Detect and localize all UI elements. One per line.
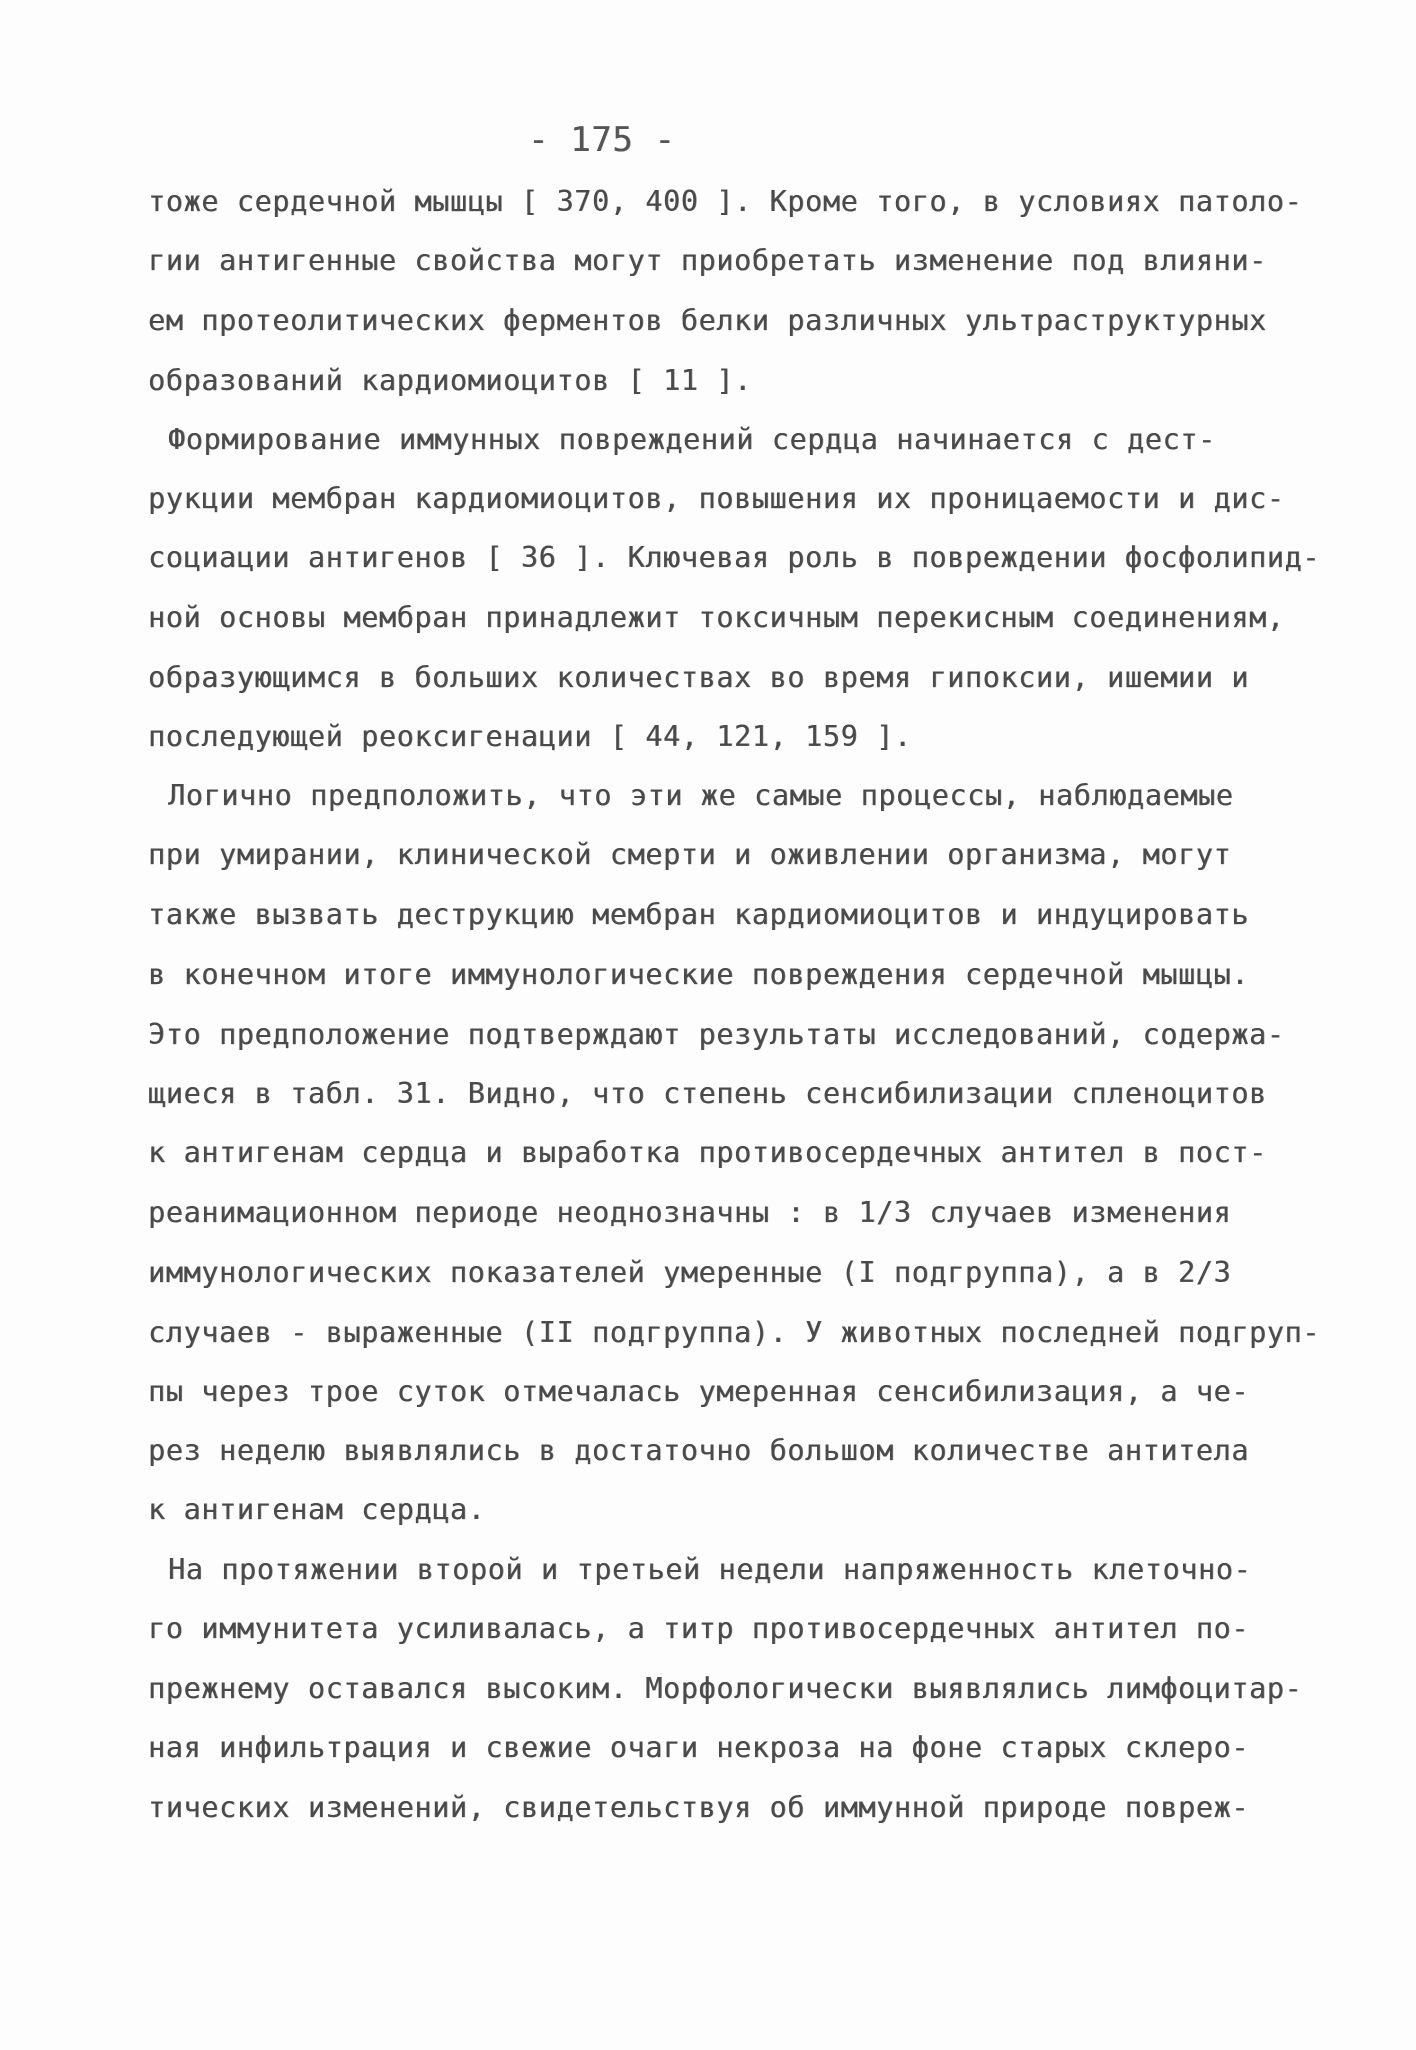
text-line: прежнему оставался высоким. Морфологически выявлялись лимфоцитар- [148,1672,1303,1705]
text-line: в конечном итоге иммунологические повреждения сердечной мышцы. [148,958,1250,991]
text-line: пы через трое суток отмечалась умеренная сенсибилизация, а че- [148,1375,1250,1408]
text-line: рукции мембран кардиомиоцитов, повышения их проницаемости и дис- [148,482,1285,515]
text-line: гии антигенные свойства могут приобретать изменение под влияни- [148,244,1267,277]
text-line: образующимся в больших количествах во время гипоксии, ишемии и [148,661,1250,694]
text-line: образований кардиомиоцитов [ 11 ]. [148,364,752,397]
text-line: ной основы мембран принадлежит токсичным перекисным соединениям, [148,601,1285,634]
text-line: ем протеолитических ферментов белки различных ультраструктурных [148,304,1267,337]
text-line: На протяжении второй и третьей недели напряженность клеточно- [168,1553,1252,1586]
text-line: Это предположение подтверждают результаты исследований, содержа- [148,1018,1285,1051]
text-line: социации антигенов [ 36 ]. Ключевая роль в повреждении фосфолипид- [148,541,1321,574]
text-line: последующей реоксигенации [ 44, 121, 159 ]. [148,720,912,753]
text-line: к антигенам сердца. [148,1493,486,1526]
text-line: ная инфильтрация и свежие очаги некроза на фоне старых склеро- [148,1731,1250,1764]
text-line: тожe сердечной мышцы [ 370, 400 ]. Кроме того, в условиях патоло- [148,185,1303,218]
text-line: при умирании, клинической смерти и оживлении организма, могут [148,838,1232,871]
text-line: рез неделю выявлялись в достаточно большом количестве антитела [148,1434,1250,1467]
text-line: иммунологических показателей умеренные (I подгруппа), а в 2/3 [148,1256,1232,1289]
text-line: случаев - выраженные (II подгруппа). У животных последней подгруп- [148,1316,1321,1349]
text-line: щиеся в табл. 31. Видно, что степень сенсибилизации спленоцитов [148,1077,1267,1110]
text-line: го иммунитета усиливалась, а титр противосердечных антител по- [148,1612,1250,1645]
page-number: - 175 - [528,120,676,160]
text-line: Формирование иммунных повреждений сердца начинается с дест- [168,423,1216,456]
text-line: реанимационном периоде неоднозначны : в 1/3 случаев изменения [148,1196,1232,1229]
text-line: к антигенам сердца и выработка противосердечных антител в пост- [148,1136,1267,1169]
text-line: Логично предположить, что эти же самые процессы, наблюдаемые [168,779,1234,812]
text-line: также вызвать деструкцию мембран кардиомиоцитов и индуцировать [148,898,1250,931]
text-line: тических изменений, свидетельствуя об иммунной природе повреж- [148,1791,1250,1824]
